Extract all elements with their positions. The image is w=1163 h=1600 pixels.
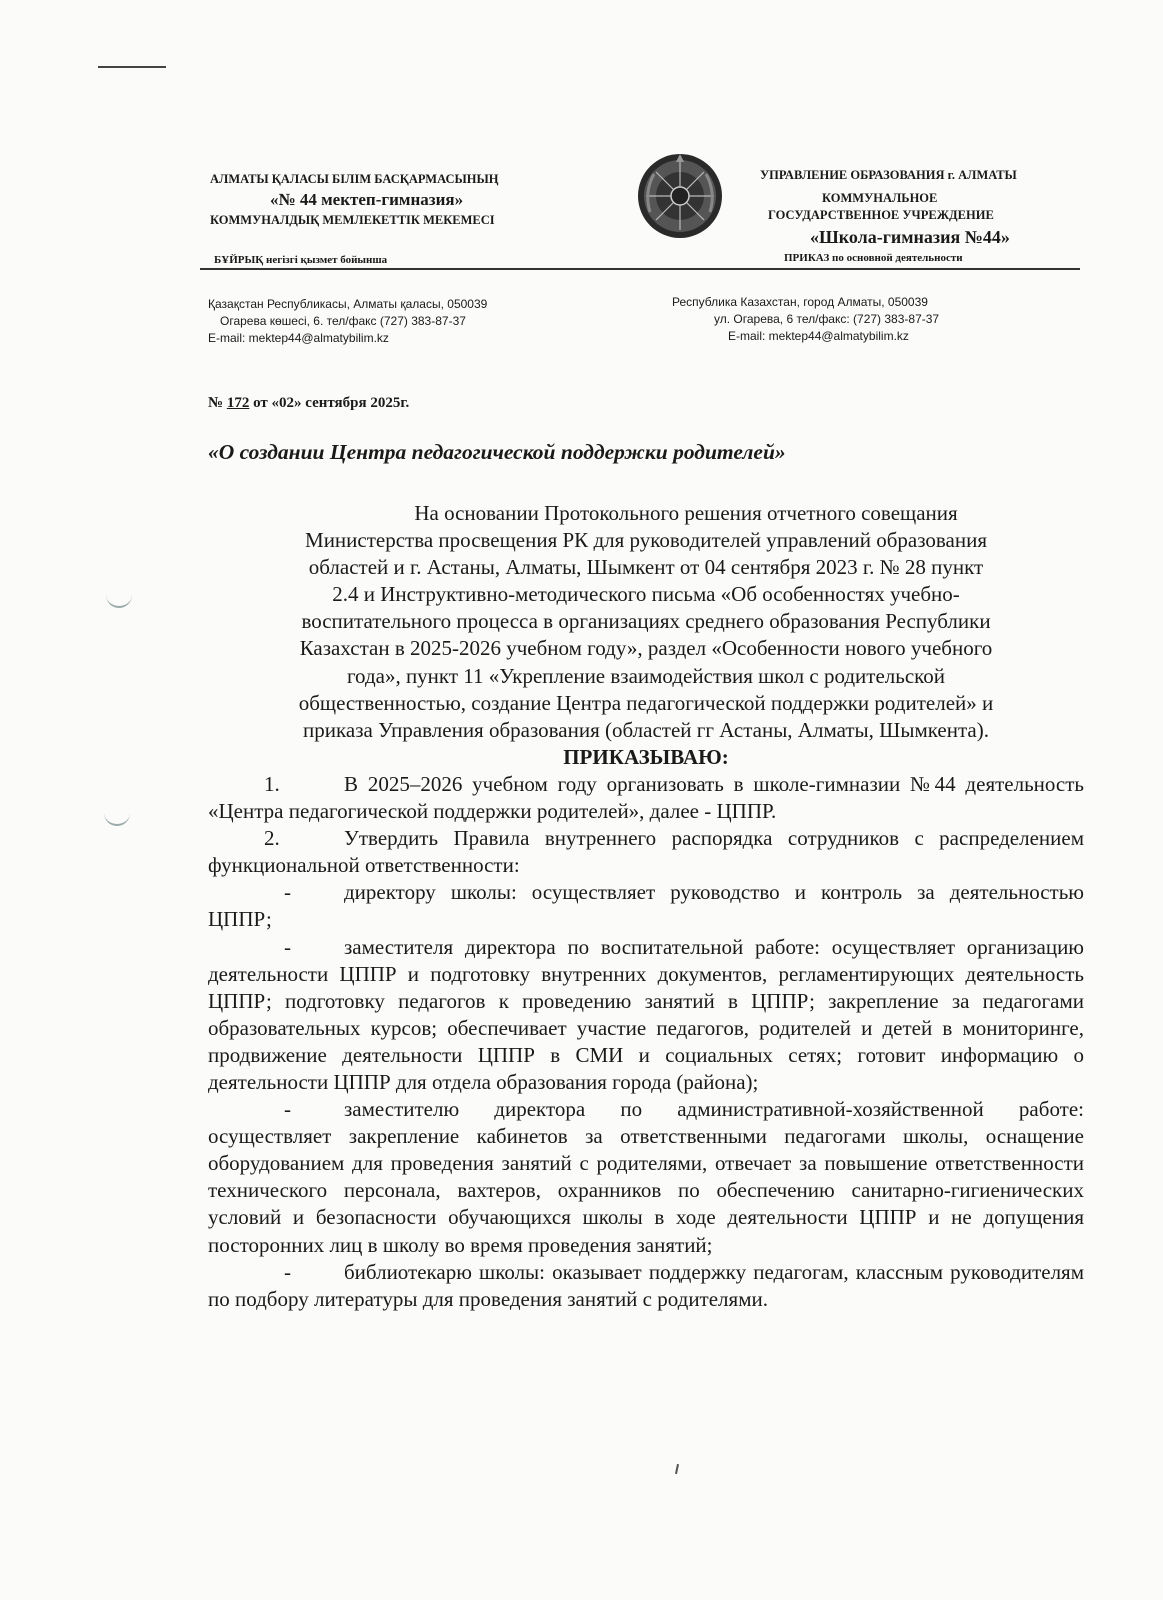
preamble-line: Казахстан в 2025-2026 учебном году», раздел «Особенности нового учебного — [299, 636, 993, 661]
bullet-dash: - — [284, 1259, 291, 1284]
header-right-line2: КОММУНАЛЬНОЕ — [822, 191, 938, 205]
header-right-line1: УПРАВЛЕНИЕ ОБРАЗОВАНИЯ г. АЛМАТЫ — [760, 168, 1017, 182]
item-number: 1. — [264, 771, 280, 796]
address-russian — [672, 294, 1052, 345]
bullet-dash: - — [284, 880, 291, 905]
address-kazakh — [208, 296, 628, 347]
header-right-line3: ГОСУДАРСТВЕННОЕ УЧРЕЖДЕНИЕ — [768, 208, 994, 222]
page-mark — [675, 1464, 679, 1474]
scan-mark — [98, 66, 166, 68]
order-word: ПРИКАЗЫВАЮ: — [563, 744, 729, 769]
order-item — [208, 771, 1084, 825]
header-left-line2: «№ 44 мектеп-гимназия» — [270, 190, 464, 209]
header-left-line3: КОММУНАЛДЫҚ МЕМЛЕКЕТТІК МЕКЕМЕСІ — [210, 213, 495, 227]
order-number-value: 172 — [226, 395, 250, 411]
preamble-line: общественностью, создание Центра педагогической поддержки родителей» и — [298, 690, 994, 715]
punch-hole-mark — [106, 592, 132, 608]
responsibility-item — [208, 1259, 1084, 1313]
address-line: Қазақстан Республикасы, Алматы қаласы, 050039 — [208, 297, 488, 311]
item-number: 2. — [264, 826, 280, 851]
preamble-line: На основании Протокольного решения отчетного совещания — [414, 501, 958, 525]
header-divider — [200, 268, 1080, 270]
bullet-text: заместителю директора по административной-хозяйственной работе: осуществляет закрепление кабинетов за ответственными педагогами школы, оснащение оборудованием для проведения занятий с родителями, отвечает за повышение ответственности технического персонала, вахтеров, охранников по обеспечению санитарно-гигиенических условий и безопасности обучающихся школы в ходе деятельности ЦППР и не допущения посторонних лиц в школу во время проведения занятий; — [208, 1097, 1084, 1257]
document-title: «О создании Центра педагогической поддержки родителей» — [208, 440, 786, 464]
preamble-line: Министерства просвещения РК для руководителей управлений образования — [305, 528, 987, 553]
preamble-line: 2.4 и Инструктивно-методического письма «Об особенностях учебно- — [332, 582, 960, 607]
preamble-line: воспитательного процесса в организациях среднего образования Республики — [301, 609, 991, 634]
order-number — [208, 395, 409, 412]
address-line: Огарева көшесі, 6. тел/факс (727) 383-87-37 — [220, 314, 466, 328]
item-text: В 2025–2026 учебном году организовать в школе-гимназии №44 деятельность «Центра педагогической поддержки родителей», далее - ЦППР. — [208, 771, 1084, 824]
preamble-line: приказа Управления образования (областей гг Астаны, Алматы, Шымкента). — [303, 717, 989, 742]
preamble-line: года», пункт 11 «Укрепление взаимодействия школ с родительской — [346, 663, 946, 688]
document-body — [208, 500, 1084, 1313]
header-right-line4: «Школа-гимназия №44» — [810, 227, 1010, 247]
header-right-line5: ПРИКАЗ по основной деятельности — [784, 252, 963, 264]
responsibility-item — [208, 1096, 1084, 1259]
header-russian — [760, 168, 1090, 264]
order-prefix: № — [208, 395, 224, 411]
order-item — [208, 825, 1084, 879]
punch-hole-mark — [104, 810, 130, 826]
address-line: ул. Огарева, 6 тел/факс: (727) 383-87-37 — [714, 312, 940, 326]
address-email: E-mail: mektep44@almatybilim.kz — [208, 331, 389, 345]
header-left-line1: АЛМАТЫ ҚАЛАСЫ БІЛІМ БАСҚАРМАСЫНЫҢ — [210, 172, 499, 186]
order-date: от «02» сентября 2025г. — [249, 395, 410, 411]
bullet-dash: - — [284, 1097, 291, 1122]
address-email: E-mail: mektep44@almatybilim.kz — [728, 329, 909, 343]
header-left-line4: БҰЙРЫҚ негізгі қызмет бойынша — [214, 254, 388, 266]
header-kazakh — [210, 172, 590, 266]
responsibility-item — [208, 879, 1084, 933]
responsibility-item — [208, 934, 1084, 1097]
bullet-dash: - — [284, 934, 291, 959]
preamble-line: областей и г. Астаны, Алматы, Шымкент от 04 сентября 2023 г. № 28 пункт — [308, 555, 984, 580]
bullet-text: заместителя директора по воспитательной работе: осуществляет организацию деятельности ЦППР и подготовку внутренних документов, регламентирующих деятельность ЦППР; подготовку педагогов к проведению занятий в ЦППР; закрепление за педагогами образовательных курсов; обеспечивает участие педагогов, родителей и детей в мониторинге, продвижение деятельности ЦППР в СМИ и социальных сетях; готовит информацию о деятельности ЦППР для отдела образования города (района); — [208, 934, 1084, 1094]
item-text: Утвердить Правила внутреннего распорядка сотрудников с распределением функциональной ответственности: — [208, 826, 1084, 878]
state-emblem-icon — [636, 152, 724, 240]
bullet-text: директору школы: осуществляет руководство и контроль за деятельностью ЦППР; — [208, 880, 1084, 932]
address-line: Республика Казахстан, город Алматы, 050039 — [672, 295, 928, 309]
bullet-text: библиотекарю школы: оказывает поддержку педагогам, классным руководителям по подбору литературы для проведения занятий с родителями. — [208, 1259, 1084, 1311]
